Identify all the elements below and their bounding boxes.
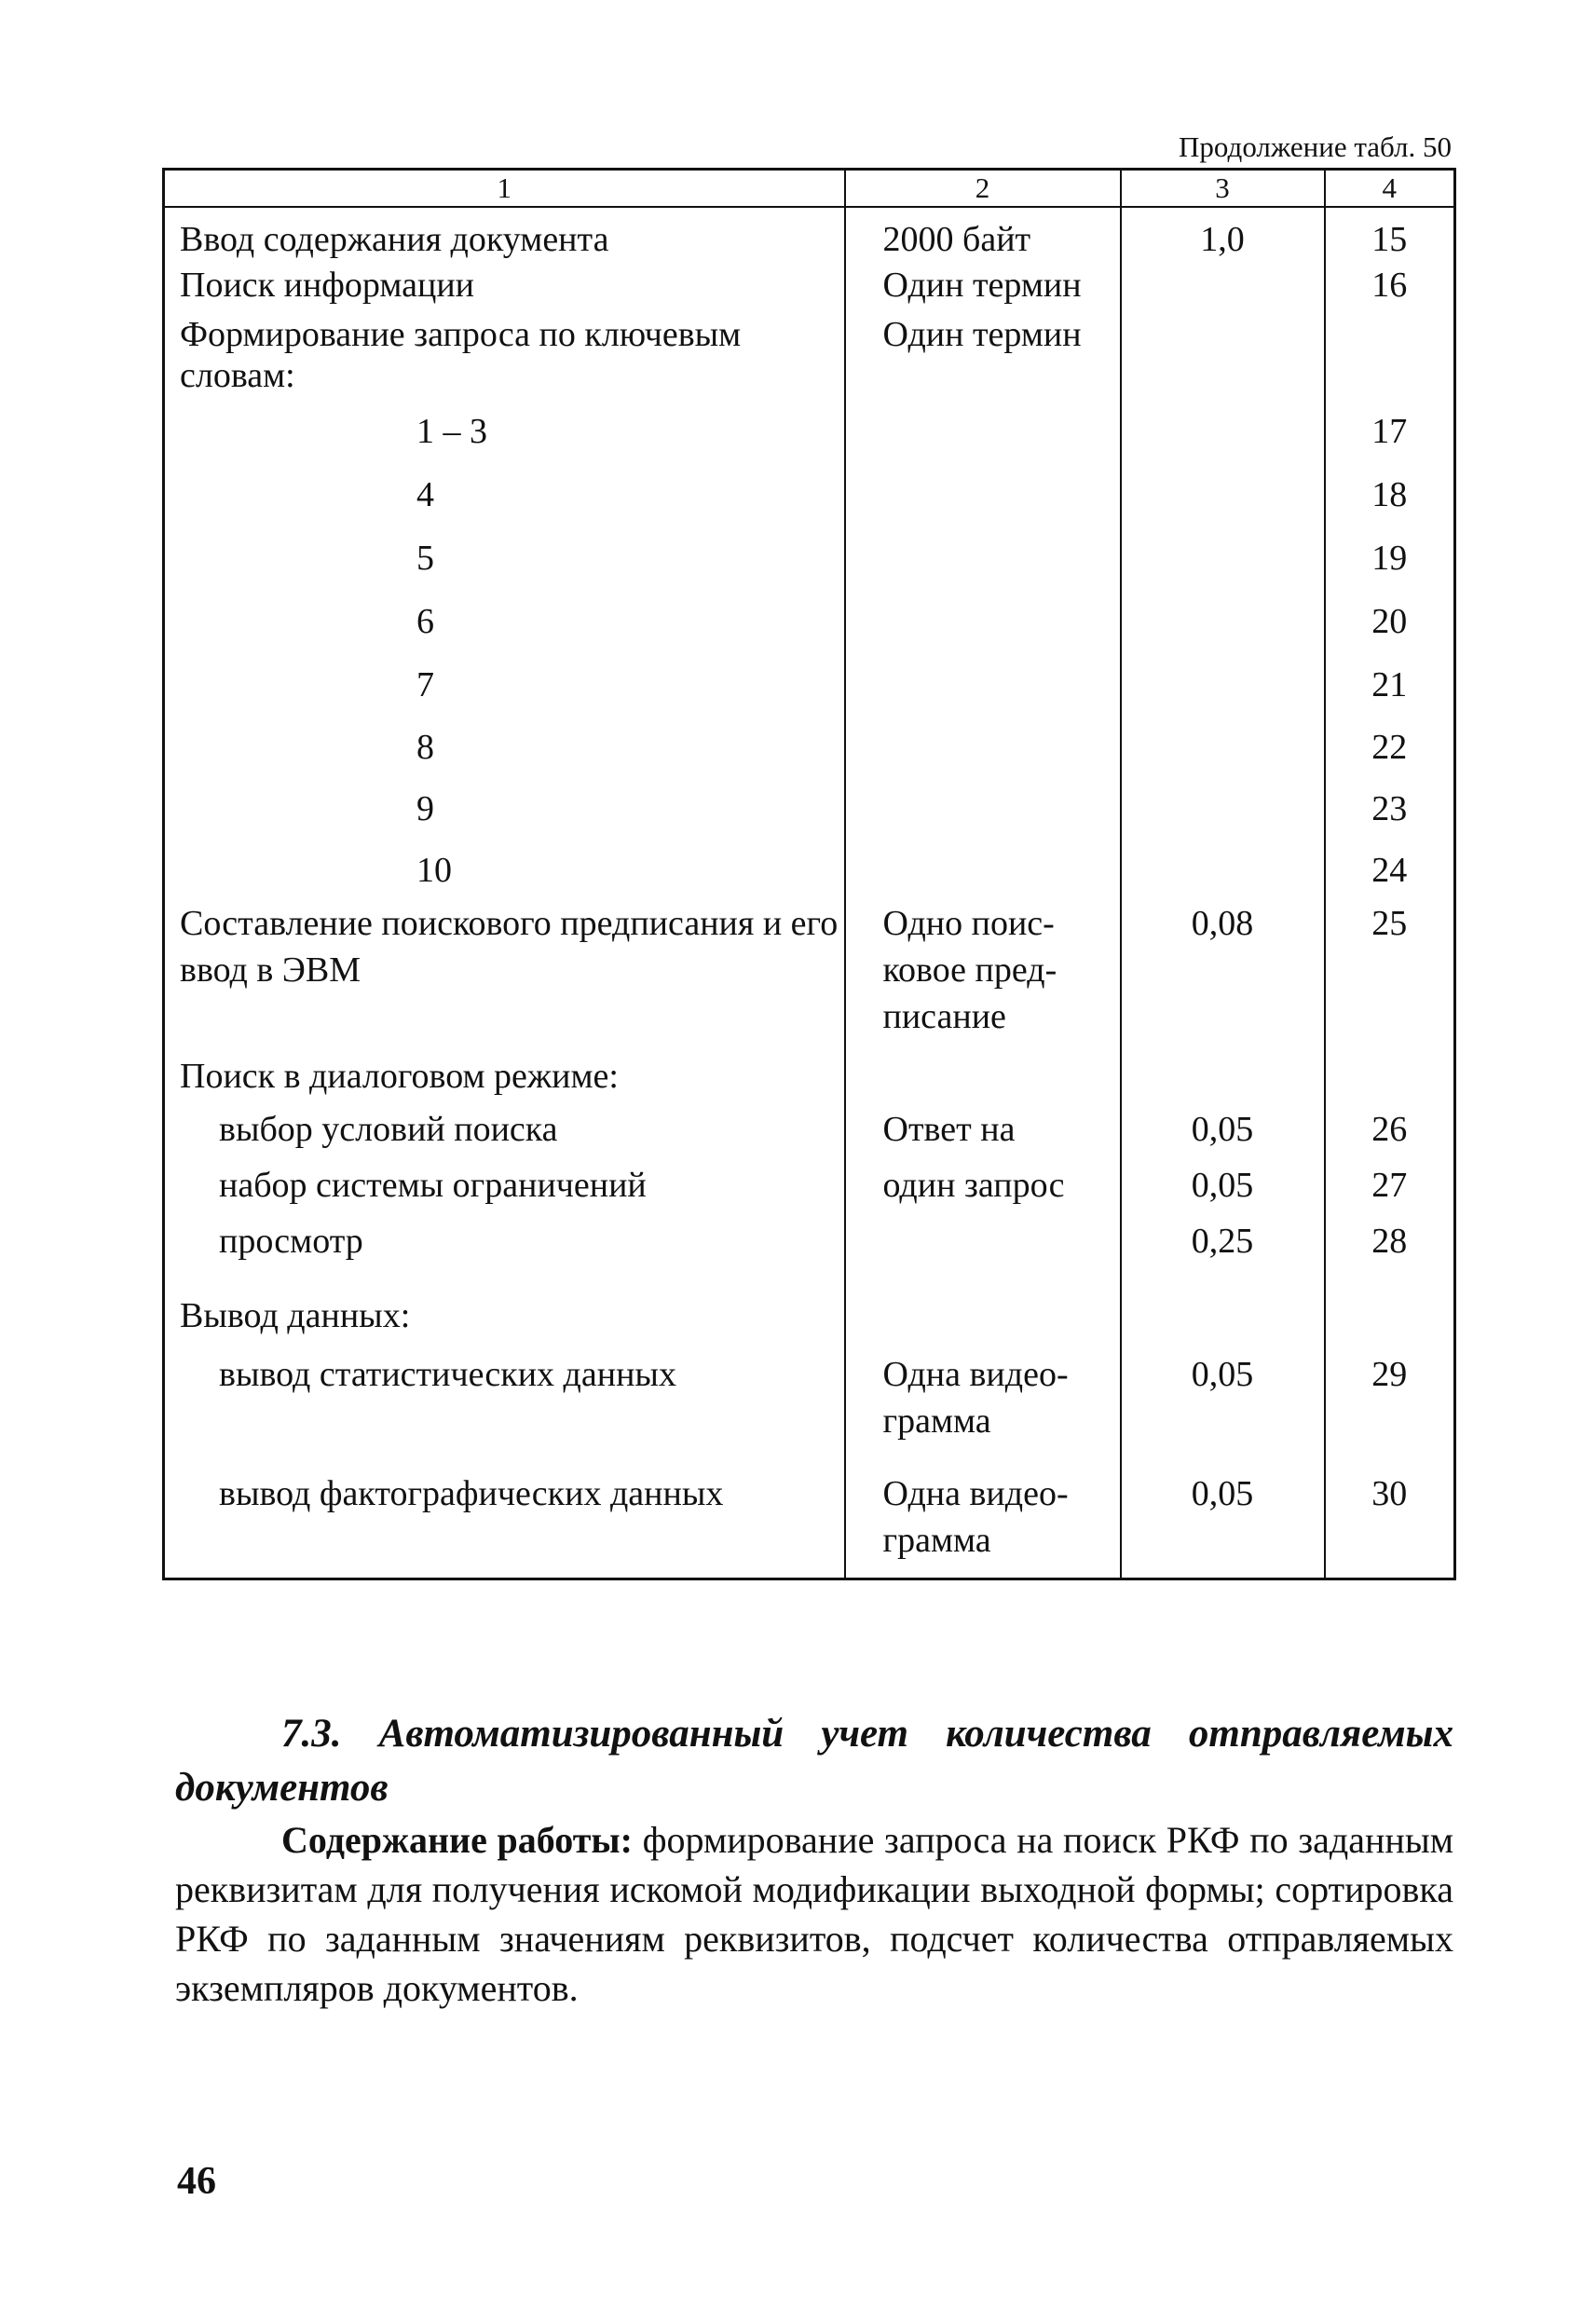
unit-cell: Одна видео-грамма bbox=[845, 1351, 1121, 1470]
column-header-1: 1 bbox=[164, 170, 845, 208]
unit-cell bbox=[845, 599, 1121, 663]
table-row bbox=[164, 1163, 1455, 1219]
operation-cell: Вывод данных: bbox=[164, 1293, 845, 1351]
unit-cell: Одна видео-грамма bbox=[845, 1470, 1121, 1579]
number-cell bbox=[1325, 1054, 1455, 1107]
operation-cell: Ввод содержания документа bbox=[164, 207, 845, 263]
unit-cell bbox=[845, 848, 1121, 900]
table-row bbox=[164, 1054, 1455, 1107]
section-title-text: Автоматизированный учет количества отправляемых документов bbox=[175, 1712, 1453, 1810]
unit-cell bbox=[845, 786, 1121, 848]
number-cell: 29 bbox=[1325, 1351, 1455, 1470]
table-row bbox=[164, 536, 1455, 599]
table-row bbox=[164, 472, 1455, 536]
unit-cell: Один термин bbox=[845, 308, 1121, 409]
coefficient-cell bbox=[1121, 786, 1325, 848]
number-cell: 17 bbox=[1325, 409, 1455, 472]
section-number: 7.3. bbox=[281, 1712, 342, 1756]
operation-cell: Составление поискового предписания и его ввод в ЭВМ bbox=[164, 900, 845, 1054]
table-row bbox=[164, 1107, 1455, 1163]
operation-cell: 8 bbox=[164, 725, 845, 786]
number-cell: 26 bbox=[1325, 1107, 1455, 1163]
coefficient-cell bbox=[1121, 472, 1325, 536]
operation-cell: Поиск в диалоговом режиме: bbox=[164, 1054, 845, 1107]
number-cell: 30 bbox=[1325, 1470, 1455, 1579]
table-row bbox=[164, 786, 1455, 848]
table-row bbox=[164, 725, 1455, 786]
number-cell: 23 bbox=[1325, 786, 1455, 848]
table-row bbox=[164, 1219, 1455, 1293]
operation-cell: 7 bbox=[164, 663, 845, 725]
number-cell: 24 bbox=[1325, 848, 1455, 900]
table-row bbox=[164, 599, 1455, 663]
unit-cell: Один термин bbox=[845, 263, 1121, 308]
number-cell: 21 bbox=[1325, 663, 1455, 725]
coefficient-cell bbox=[1121, 1054, 1325, 1107]
coefficient-cell: 1,0 bbox=[1121, 207, 1325, 263]
coefficient-cell: 0,08 bbox=[1121, 900, 1325, 1054]
table-row bbox=[164, 1351, 1455, 1470]
paragraph-lead: Содержание работы: bbox=[281, 1819, 633, 1861]
number-cell: 25 bbox=[1325, 900, 1455, 1054]
coefficient-cell: 0,05 bbox=[1121, 1107, 1325, 1163]
coefficient-cell bbox=[1121, 308, 1325, 409]
column-header-2: 2 bbox=[845, 170, 1121, 208]
table-row bbox=[164, 207, 1455, 263]
operation-cell: 5 bbox=[164, 536, 845, 599]
coefficient-cell: 0,05 bbox=[1121, 1163, 1325, 1219]
operation-cell: выбор условий поиска bbox=[164, 1107, 845, 1163]
coefficient-cell: 0,05 bbox=[1121, 1351, 1325, 1470]
operation-cell: 10 bbox=[164, 848, 845, 900]
table-row bbox=[164, 409, 1455, 472]
unit-cell bbox=[845, 409, 1121, 472]
table-row bbox=[164, 663, 1455, 725]
operation-cell: 9 bbox=[164, 786, 845, 848]
coefficient-cell: 0,05 bbox=[1121, 1470, 1325, 1579]
data-table bbox=[162, 168, 1456, 1580]
unit-cell bbox=[845, 725, 1121, 786]
unit-cell bbox=[845, 1219, 1121, 1293]
coefficient-cell bbox=[1121, 1293, 1325, 1351]
number-cell: 15 bbox=[1325, 207, 1455, 263]
column-header-3: 3 bbox=[1121, 170, 1325, 208]
coefficient-cell bbox=[1121, 409, 1325, 472]
unit-cell: один запрос bbox=[845, 1163, 1121, 1219]
table-row bbox=[164, 900, 1455, 1054]
table-row bbox=[164, 308, 1455, 409]
unit-cell bbox=[845, 663, 1121, 725]
coefficient-cell bbox=[1121, 263, 1325, 308]
unit-cell bbox=[845, 1054, 1121, 1107]
operation-cell: 1 – 3 bbox=[164, 409, 845, 472]
coefficient-cell bbox=[1121, 599, 1325, 663]
unit-cell: 2000 байт bbox=[845, 207, 1121, 263]
table-row bbox=[164, 263, 1455, 308]
number-cell: 27 bbox=[1325, 1163, 1455, 1219]
column-header-4: 4 bbox=[1325, 170, 1455, 208]
operation-cell: 6 bbox=[164, 599, 845, 663]
coefficient-cell bbox=[1121, 663, 1325, 725]
operation-cell: просмотр bbox=[164, 1219, 845, 1293]
number-cell bbox=[1325, 308, 1455, 409]
operation-cell: Поиск информации bbox=[164, 263, 845, 308]
unit-cell: Ответ на bbox=[845, 1107, 1121, 1163]
table-continuation-label: Продолжение табл. 50 bbox=[1179, 130, 1452, 163]
coefficient-cell bbox=[1121, 536, 1325, 599]
coefficient-cell: 0,25 bbox=[1121, 1219, 1325, 1293]
paragraph-text: формирование запроса на поиск РКФ по заданным реквизитам для получения искомой модификации выходной формы; сортировка РКФ по заданным значениям реквизитов, подсчет количества отправляемых экземпляров документов. bbox=[175, 1819, 1454, 2009]
operation-cell: 4 bbox=[164, 472, 845, 536]
work-content-paragraph bbox=[175, 1815, 1453, 2013]
operation-cell: набор системы ограничений bbox=[164, 1163, 845, 1219]
coefficient-cell bbox=[1121, 848, 1325, 900]
table-row bbox=[164, 848, 1455, 900]
unit-cell: Одно поис-ковое пред-писание bbox=[845, 900, 1121, 1054]
number-cell: 18 bbox=[1325, 472, 1455, 536]
table-row bbox=[164, 1293, 1455, 1351]
operation-cell: вывод фактографических данных bbox=[164, 1470, 845, 1579]
number-cell: 16 bbox=[1325, 263, 1455, 308]
number-cell bbox=[1325, 1293, 1455, 1351]
operation-cell: вывод статистических данных bbox=[164, 1351, 845, 1470]
number-cell: 22 bbox=[1325, 725, 1455, 786]
coefficient-cell bbox=[1121, 725, 1325, 786]
number-cell: 28 bbox=[1325, 1219, 1455, 1293]
table-row bbox=[164, 1470, 1455, 1579]
unit-cell bbox=[845, 472, 1121, 536]
number-cell: 20 bbox=[1325, 599, 1455, 663]
unit-cell bbox=[845, 536, 1121, 599]
number-cell: 19 bbox=[1325, 536, 1455, 599]
page-number: 46 bbox=[177, 2160, 216, 2203]
section-heading bbox=[175, 1707, 1453, 1815]
operation-cell: Формирование запроса по ключевым словам: bbox=[164, 308, 845, 409]
unit-cell bbox=[845, 1293, 1121, 1351]
table-header-row bbox=[164, 170, 1455, 208]
